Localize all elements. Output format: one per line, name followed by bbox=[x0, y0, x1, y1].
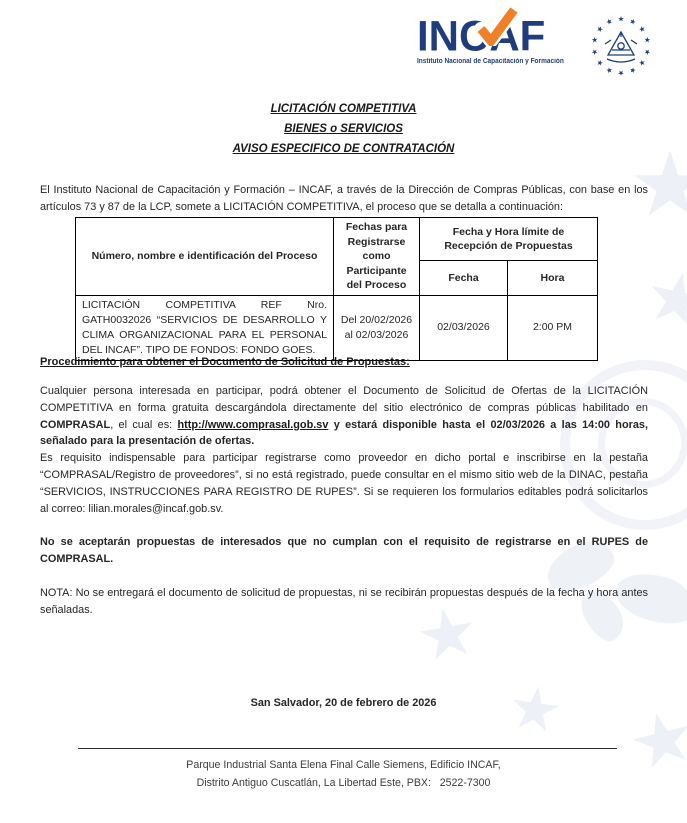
table-header-proceso: Número, nombre e identificación del Proceso bbox=[76, 218, 334, 296]
cell-fecha-limite: 02/03/2026 bbox=[420, 295, 508, 360]
process-table bbox=[75, 217, 598, 361]
incaf-logo-tagline: Instituto Nacional de Capacitación y Formación bbox=[417, 58, 564, 65]
title-line-1: LICITACIÓN COMPETITIVA bbox=[270, 103, 417, 115]
el-salvador-emblem-icon bbox=[587, 12, 655, 80]
cell-hora-limite: 2:00 PM bbox=[508, 295, 598, 360]
watermark-star bbox=[508, 683, 562, 737]
cell-fechas-registro: Del 20/02/2026 al 02/03/2026 bbox=[334, 295, 420, 360]
table-subheader-fecha: Fecha bbox=[420, 261, 508, 295]
paragraph-nota: NOTA: No se entregará el documento de solicitud de propuestas, ni se recibirán propuestas después de la fecha y hora antes señaladas. bbox=[40, 586, 648, 616]
date-line: San Salvador, 20 de febrero de 2026 bbox=[250, 697, 437, 709]
footer-address bbox=[0, 757, 687, 792]
table-subheader-hora: Hora bbox=[508, 261, 598, 295]
table-header-registro: Fechas para Registrarse como Participante del Proceso bbox=[334, 218, 420, 296]
title-line-2: BIENES o SERVICIOS bbox=[284, 123, 403, 135]
paragraph-rupes-warning: No se aceptarán propuestas de interesados que no cumplan con el requisito de registrarse en el RUPES de COMPRASAL. bbox=[40, 536, 648, 566]
table-row bbox=[76, 295, 598, 360]
procedure-heading: Procedimiento para obtener el Documento de Solicitud de Propuestas: bbox=[40, 356, 410, 368]
incaf-logo bbox=[417, 11, 577, 65]
p1-text: , el cual es: bbox=[110, 418, 178, 431]
cell-proceso: LICITACIÓN COMPETITIVA REF Nro. GATH0032026 “SERVICIOS DE DESARROLLO Y CLIMA ORGANIZACIONAL PARA EL PERSONAL DEL INCAF”. TIPO DE FONDOS: FONDO GOES. bbox=[76, 295, 334, 360]
comprasal-label: COMPRASAL bbox=[40, 418, 111, 431]
footer-divider bbox=[78, 748, 617, 749]
title-line-3: AVISO ESPECIFICO DE CONTRATACIÓN bbox=[232, 143, 455, 155]
orange-checkmark-icon bbox=[473, 6, 519, 46]
comprasal-url-link[interactable]: http://www.comprasal.gob.sv bbox=[177, 418, 329, 431]
watermark-star bbox=[643, 267, 687, 334]
incaf-logo-word: INCAF bbox=[417, 11, 546, 60]
document-title bbox=[0, 99, 687, 159]
footer-address-line-2: Distrito Antiguo Cuscatlán, La Libertad Este, PBX: 2522-7300 bbox=[196, 776, 491, 789]
intro-paragraph: El Instituto Nacional de Capacitación y Formación – INCAF, a través de la Dirección de Compras Públicas, con base en los artículos 73 y 87 de la LCP, somete a LICITACIÓN COMPETITIVA, el proceso que se detalla a continuación: bbox=[40, 183, 648, 213]
procedure-body bbox=[40, 383, 648, 619]
paragraph-obtain-document bbox=[40, 383, 648, 450]
p1-deadline-text: y estará disponible hasta el 02/03/2026 a las 14:00 horas, señalado para la presentación de ofertas. bbox=[40, 418, 648, 448]
p1-text: Cualquier persona interesada en participar, podrá obtener el Documento de Solicitud de Ofertas de la LICITACIÓN COMPETITIVA en forma gratuita descargándola directamente del sitio electrónico de compras públicas habilitado en bbox=[40, 385, 648, 414]
table-header-limite: Fecha y Hora límite de Recepción de Propuestas bbox=[420, 218, 598, 261]
paragraph-registration-requirement: Es requisito indispensable para participar registrarse como proveedor en dicho portal e inscribirse en la pestaña “COMPRASAL/Registro de proveedores”, si no está registrado, puede consultar en el mismo sitio web de la DINAC, pestaña “SERVICIOS, INSTRUCCIONES PARA REGISTRO DE RUPES”. Si se requieren los formularios editables podrá solicitarlos al correo: lilian.morales@incaf.gob.sv. bbox=[40, 452, 648, 515]
footer-address-line-1: Parque Industrial Santa Elena Final Calle Siemens, Edificio INCAF, bbox=[186, 759, 501, 771]
